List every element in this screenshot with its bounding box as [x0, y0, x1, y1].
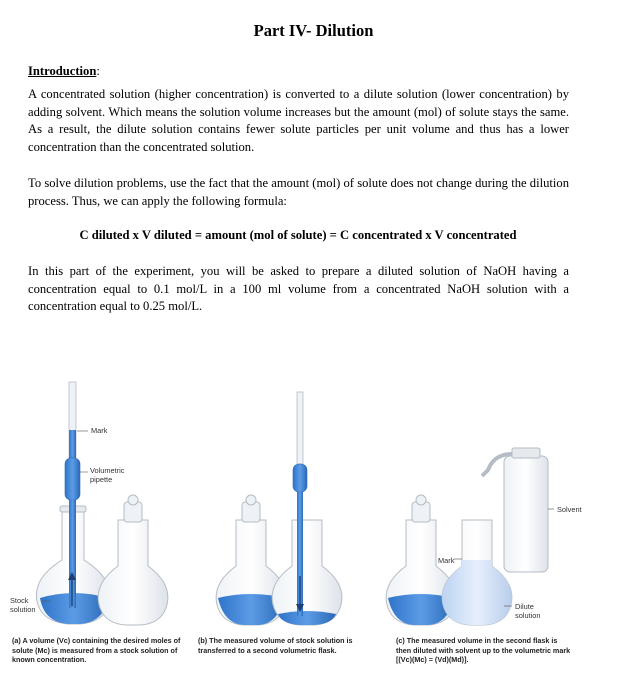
page-title: Part IV- Dilution — [253, 21, 374, 40]
dilution-figure — [0, 380, 627, 681]
flask-dilute-c — [442, 520, 512, 625]
flask-receiving-b — [272, 520, 342, 625]
flask-empty-a — [98, 495, 168, 625]
label-volumetric-pipette: Volumetric pipette — [90, 466, 125, 484]
label-mark-a: Mark — [91, 426, 108, 435]
caption-a: (a) A volume (Vc) containing the desired moles of solute (Mc) is measured from a stock solution of known concentration. — [12, 636, 181, 664]
solvent-bottle — [482, 448, 554, 572]
label-stock-solution: Stock solution — [10, 596, 36, 614]
label-solvent: Solvent — [557, 505, 582, 514]
label-dilute-solution: Dilute solution — [515, 602, 541, 620]
paragraph-dilution-problems: To solve dilution problems, use the fact that the amount (mol) of solute does not change during the dilution process. Thus, we can apply the following formula: — [28, 176, 569, 208]
label-mark-c: Mark — [438, 556, 455, 565]
introduction-heading-text: Introduction — [28, 64, 97, 78]
introduction-colon: : — [96, 64, 100, 78]
caption-c: (c) The measured volume in the second flask is then diluted with solvent up to the volumetric mark [(Vc)(Mc) = (Vd)(Md)]. — [396, 636, 571, 664]
paragraph-experiment: In this part of the experiment, you will be asked to prepare a diluted solution of NaOH having a concentration equal to 0.1 mol/L in a 100 ml volume from a concentrated NaOH solution with a concentration equal to 0.25 mol/L. — [28, 264, 569, 313]
paragraph-intro: A concentrated solution (higher concentration) is converted to a dilute solution (lower concentration) by adding solvent. Which means the solution volume increases but the amount (mol) of solute stays the same. As a result, the dilute solution contains fewer solute particles per unit volume and thus has a lower concentration than the concentrated solution. — [28, 87, 569, 154]
dilution-formula: C diluted x V diluted = amount (mol of solute) = C concentrated x V concentrated — [79, 228, 517, 242]
introduction-heading — [28, 64, 100, 79]
caption-b: (b) The measured volume of stock solution is transferred to a second volumetric flask. — [198, 636, 353, 655]
